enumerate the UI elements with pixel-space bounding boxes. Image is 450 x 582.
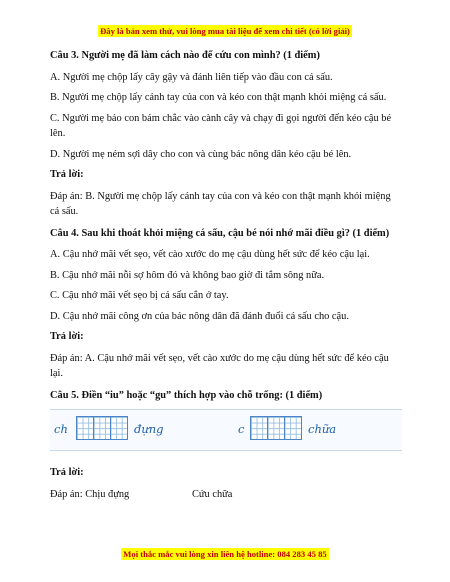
handwriting-grid-right bbox=[250, 416, 302, 440]
question-3-title: Câu 3. Người mẹ đã làm cách nào để cứu con mình? (1 điểm) bbox=[50, 50, 320, 61]
hotline-banner bbox=[0, 549, 450, 559]
preview-banner bbox=[0, 26, 450, 36]
hotline-banner-text: Mọi thắc mắc vui lòng xin liên hệ hotline: 084 283 45 85 bbox=[123, 549, 327, 559]
q3-option-a: A. Người mẹ chộp lấy cây gậy và đánh liên tiếp vào đầu con cá sấu. bbox=[50, 71, 333, 83]
q3-option-d: D. Người mẹ ném sợi dây cho con và cùng bác nông dân kéo cậu bé lên. bbox=[50, 148, 352, 160]
question-4-title: Câu 4. Sau khi thoát khỏi miệng cá sấu, cậu bé nói nhớ mãi điều gì? (1 điểm) bbox=[50, 227, 390, 239]
preview-banner-text: Đây là bản xem thử, vui lòng mua tài liệu để xem chi tiết (có lời giải) bbox=[100, 26, 350, 36]
q4-option-d: D. Cậu nhớ mãi công ơn của bác nông dân đã đánh đuổi cá sấu cho cậu. bbox=[50, 310, 349, 322]
q4-option-b: B. Cậu nhớ mãi nỗi sợ hôm đó và không bao giờ đi tắm sông nữa. bbox=[50, 269, 325, 281]
handwriting-suffix-left: đựng bbox=[134, 422, 164, 436]
handwriting-prefix-left: ch bbox=[54, 422, 68, 436]
handwriting-exercise-strip bbox=[50, 409, 402, 451]
handwriting-grid-left bbox=[76, 416, 128, 440]
question-5-title: Câu 5. Điền “iu” hoặc “gu” thích hợp vào chỗ trống: (1 điểm) bbox=[50, 389, 323, 401]
q3-option-c: C. Người mẹ bảo con bám chắc vào cành cây và chạy đi gọi người đến kéo cậu bé lên. bbox=[50, 112, 392, 139]
q4-answer-label: Trả lời: bbox=[50, 331, 84, 342]
q3-option-b: B. Người mẹ chộp lấy cánh tay của con và kéo con thật mạnh khỏi miệng cá sấu. bbox=[50, 92, 387, 103]
q3-answer: Đáp án: B. Người mẹ chộp lấy cánh tay của con và kéo con thật mạnh khỏi miệng cá sấu. bbox=[50, 190, 391, 217]
handwriting-prefix-right: c bbox=[238, 422, 245, 436]
q5-answer-label: Trả lời: bbox=[50, 467, 84, 478]
q4-answer: Đáp án: A. Cậu nhớ mãi vết sẹo, vết cào xước do mẹ cậu dùng hết sức để kéo cậu lại. bbox=[50, 352, 389, 379]
q5-answer bbox=[50, 487, 402, 503]
q4-option-a: A. Cậu nhớ mãi vết sẹo, vết cào xước do mẹ cậu dùng hết sức để kéo cậu lại. bbox=[50, 249, 370, 260]
q4-option-c: C. Cậu nhớ mãi vết sẹo bị cá sấu cắn ở tay. bbox=[50, 290, 229, 301]
q5-answer-first: Đáp án: Chịu đựng bbox=[50, 488, 130, 500]
q3-answer-label: Trả lời: bbox=[50, 169, 84, 180]
q5-answer-second: Cứu chữa bbox=[192, 488, 233, 500]
handwriting-suffix-right: chữa bbox=[308, 422, 337, 436]
document-body bbox=[50, 48, 402, 502]
